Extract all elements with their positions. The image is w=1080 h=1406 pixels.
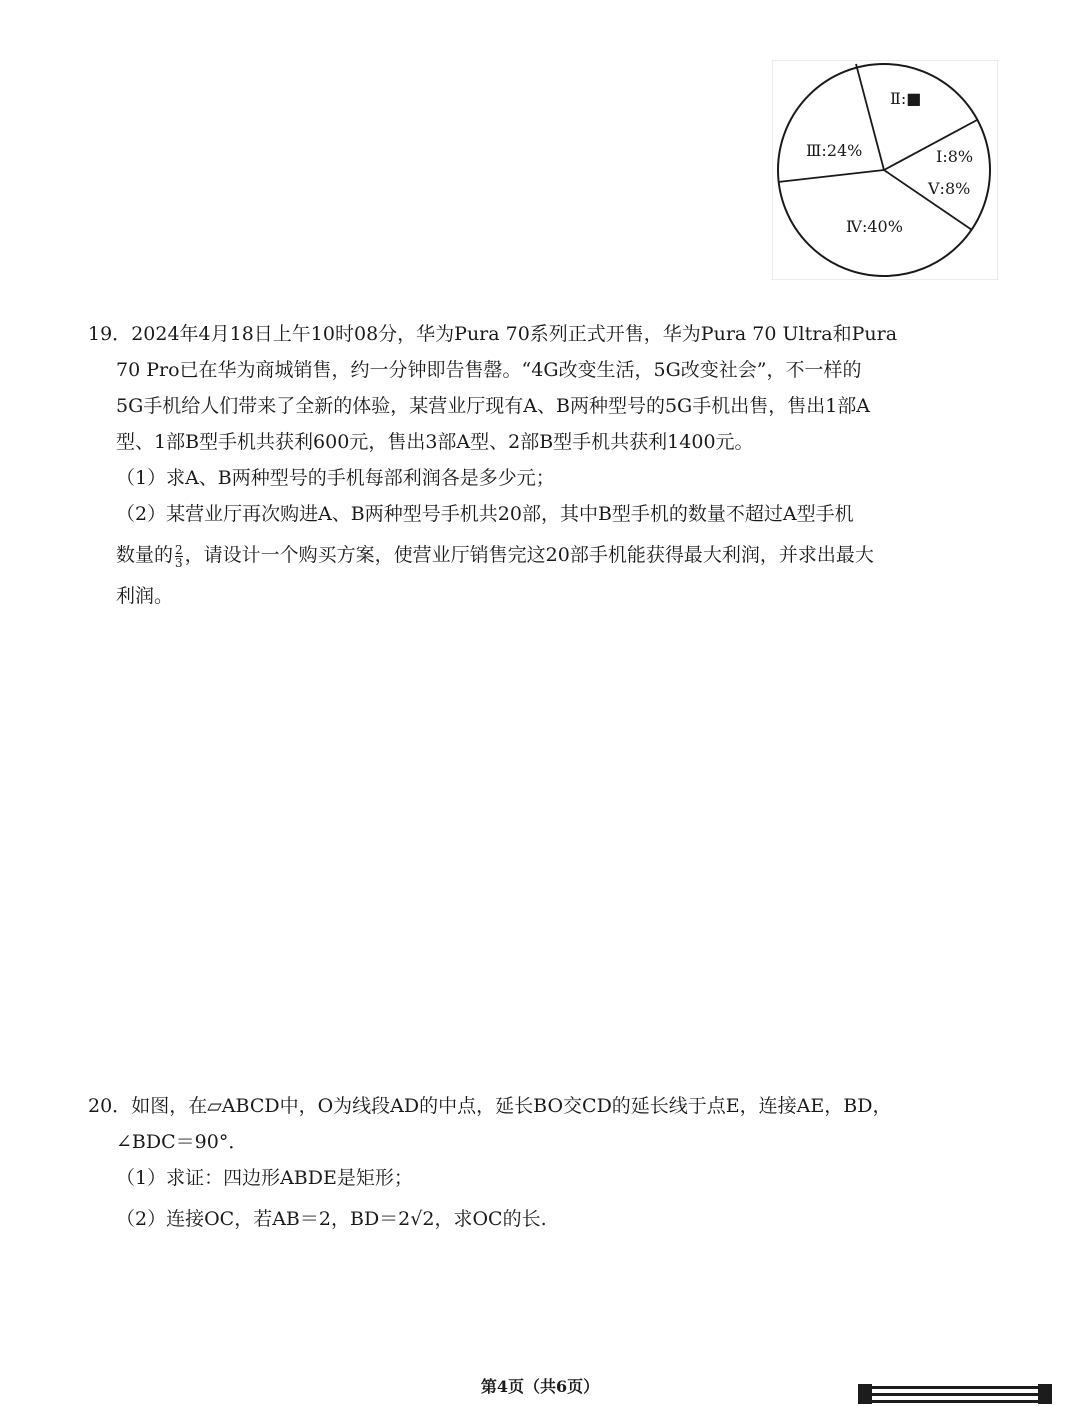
q19-part-2-line-3: 利润。 — [116, 585, 174, 607]
fraction-denominator: 3 — [175, 555, 183, 570]
q19-text-1: 2024年4月18日上午10时08分，华为Pura 70系列正式开售，华为Pura 70 Ultra和Pura — [131, 323, 898, 345]
q20-line-2: ∠BDC＝90°． — [116, 1131, 248, 1153]
q19-part-1: （1）求A、B两种型号的手机每部利润各是多少元； — [116, 467, 555, 489]
q20-line-1 — [88, 1088, 1008, 1124]
pie-label-iii: Ⅲ:24% — [806, 141, 863, 160]
corner-scan-mark — [856, 1384, 1056, 1404]
corner-mark-line-2 — [872, 1393, 1038, 1396]
fraction-two-thirds — [175, 544, 183, 569]
q20-number: 20． — [88, 1095, 132, 1117]
q19-line-1 — [88, 316, 1008, 352]
q19-line-2: 70 Pro已在华为商城销售，约一分钟即告售罄。“4G改变生活，5G改变社会”，不一样的 — [116, 359, 862, 381]
pie-label-i: Ⅰ:8% — [936, 147, 974, 166]
question-20 — [88, 1088, 1008, 1242]
pie-label-v: Ⅴ:8% — [928, 179, 971, 198]
q19-line-3: 5G手机给人们带来了全新的体验，某营业厅现有A、B两种型号的5G手机出售，售出1部A — [116, 395, 871, 417]
pie-label-iv: Ⅳ:40% — [846, 217, 903, 236]
corner-mark-bar-1 — [858, 1384, 872, 1404]
pie-label-ii: Ⅱ:■ — [890, 89, 922, 108]
q20-text-1: 如图，在▱ABCD中，O为线段AD的中点，延长BO交CD的延长线于点E，连接AE，BD， — [131, 1095, 892, 1117]
q19-part-2-text-b: ，请设计一个购买方案，使营业厅销售完这20部手机能获得最大利润，并求出最大 — [184, 544, 874, 566]
q20-part-2: （2）连接OC，若AB＝2，BD＝2√2，求OC的长. — [116, 1208, 547, 1230]
q19-part-2-line-2 — [88, 532, 1008, 578]
q19-number: 19． — [88, 323, 132, 345]
pie-chart — [772, 60, 998, 280]
q19-part-2-text-a: 数量的 — [116, 544, 174, 566]
q19-line-4: 型、1部B型手机共获利600元，售出3部A型、2部B型手机共获利1400元。 — [116, 431, 754, 453]
question-19 — [88, 316, 1008, 614]
q19-part-2-line-1: （2）某营业厅再次购进A、B两种型号手机共20部，其中B型手机的数量不超过A型手机 — [116, 503, 854, 525]
corner-mark-line-3 — [872, 1400, 1038, 1403]
corner-mark-bar-2 — [1038, 1384, 1052, 1404]
q20-part-1: （1）求证：四边形ABDE是矩形； — [116, 1167, 413, 1189]
page-footer: 第4页（共6页） — [480, 1377, 600, 1396]
pie-chart-svg — [772, 60, 998, 280]
corner-mark-line-1 — [872, 1386, 1038, 1389]
fraction-numerator: 2 — [175, 542, 183, 557]
